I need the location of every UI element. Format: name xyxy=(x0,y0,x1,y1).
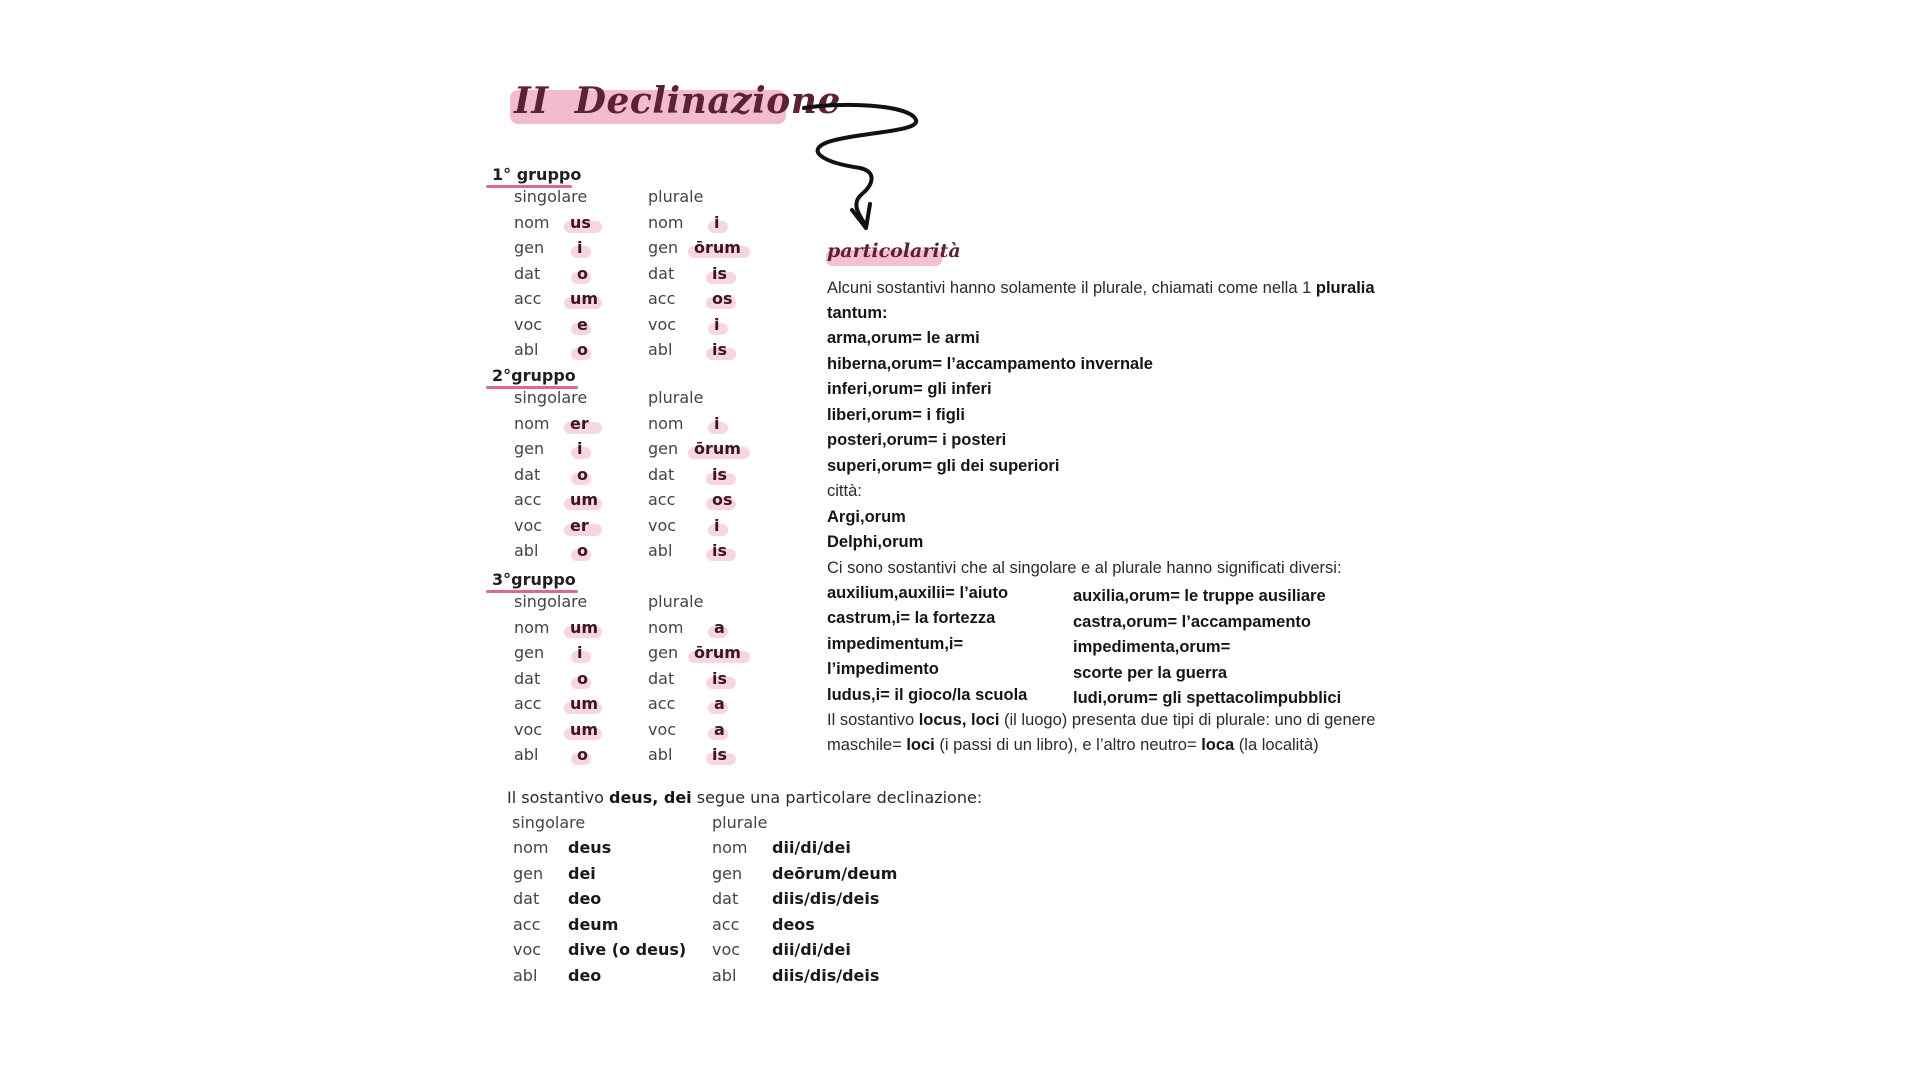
case-label: nom xyxy=(712,838,748,857)
pair-plural: auxilia,orum= le truppe ausiliare xyxy=(1073,587,1326,605)
case-label: nom xyxy=(514,413,550,433)
case-label: acc xyxy=(514,694,542,713)
case-label: dat xyxy=(648,263,675,283)
case-label: acc xyxy=(513,914,541,934)
locus-text: (il luogo) presenta due tipi di plurale: uno di genere xyxy=(999,711,1376,729)
pair-plural: impedimenta,orum= xyxy=(1073,638,1231,656)
case-label: voc xyxy=(514,314,543,334)
case-label: nom xyxy=(514,212,550,232)
singular-header: singolare xyxy=(514,388,588,407)
case-label: nom xyxy=(648,413,684,433)
pluralia-tantum-label: tantum: xyxy=(827,304,888,322)
case-label: dat xyxy=(648,464,675,484)
deus-singular-form: deo xyxy=(568,965,602,985)
locus-bold: locus, loci xyxy=(918,711,1000,729)
singular-header: singolare xyxy=(514,592,588,611)
case-label: acc xyxy=(648,694,676,713)
plural-ending: a xyxy=(714,719,725,739)
case-label: abl xyxy=(514,340,539,359)
plural-ending: i xyxy=(714,314,720,334)
singular-ending: i xyxy=(577,643,583,662)
group-title: 2°gruppo xyxy=(492,366,576,385)
citta-item: Argi,orum xyxy=(827,508,906,526)
deus-singular-form: deo xyxy=(568,889,602,908)
case-label: gen xyxy=(648,238,679,257)
locus-line-2 xyxy=(827,736,1319,755)
title-text xyxy=(514,80,841,122)
case-label: nom xyxy=(648,617,684,637)
pair-singular: l’impedimento xyxy=(827,660,939,678)
singular-ending: um xyxy=(570,617,599,637)
case-label: nom xyxy=(514,617,550,637)
deus-singular-form: dei xyxy=(568,863,596,883)
deus-plural-form: deos xyxy=(772,914,815,934)
locus-text: Il sostantivo xyxy=(827,711,919,729)
singular-header: singolare xyxy=(514,187,588,206)
case-label: nom xyxy=(513,838,549,857)
singular-ending: us xyxy=(570,212,591,232)
case-label: voc xyxy=(514,515,543,535)
plural-ending: is xyxy=(712,668,728,688)
case-label: gen xyxy=(648,643,679,662)
plural-ending: is xyxy=(712,464,728,484)
pair-plural: castra,orum= l’accampamento xyxy=(1073,613,1311,631)
plural-ending: is xyxy=(712,340,728,359)
case-label: dat xyxy=(648,668,675,688)
pluralia-item: inferi,orum= gli inferi xyxy=(827,380,992,398)
pluralia-item: arma,orum= le armi xyxy=(827,329,980,347)
pair-singular: auxilium,auxilii= l’aiuto xyxy=(827,584,1009,602)
locus-text: (la località) xyxy=(1234,736,1319,754)
group-title: 1° gruppo xyxy=(492,165,582,184)
intro-bold: pluralia xyxy=(1315,279,1375,297)
case-label: gen xyxy=(514,238,545,257)
squiggle-arrow-icon xyxy=(800,98,930,233)
singular-ending: o xyxy=(577,668,588,688)
pluralia-intro-line xyxy=(827,279,1375,298)
title-numeral: II xyxy=(514,80,549,122)
loci-bold: loci xyxy=(906,736,935,754)
diversi-intro: Ci sono sostantivi che al singolare e al plurale hanno significati diversi: xyxy=(827,559,1342,577)
singular-ending: o xyxy=(577,541,588,560)
intro-text: Alcuni sostantivi hanno solamente il plurale, chiamati come nella 1 xyxy=(827,279,1316,297)
plural-ending: os xyxy=(712,289,733,308)
deus-plural-form: diis/dis/deis xyxy=(772,965,880,985)
locus-line-1 xyxy=(827,711,1375,730)
singular-ending: e xyxy=(577,314,588,334)
case-label: abl xyxy=(648,340,673,359)
singular-ending: o xyxy=(577,745,588,764)
pluralia-item: superi,orum= gli dei superiori xyxy=(827,457,1060,475)
locus-text: (i passi di un libro), e l’altro neutro= xyxy=(934,736,1202,754)
case-label: voc xyxy=(648,719,677,739)
deus-plural-form: diis/dis/deis xyxy=(772,889,880,908)
singular-ending: i xyxy=(577,439,583,458)
plural-ending: i xyxy=(714,413,720,433)
case-label: acc xyxy=(648,289,676,308)
singular-ending: o xyxy=(577,263,588,283)
deus-singular-form: dive (o deus) xyxy=(568,940,687,959)
case-label: nom xyxy=(648,212,684,232)
locus-text: maschile= xyxy=(827,736,907,754)
case-label: voc xyxy=(514,719,543,739)
plural-ending: is xyxy=(712,263,728,283)
singular-ending: o xyxy=(577,340,588,359)
case-label: abl xyxy=(648,745,673,764)
plural-header: plurale xyxy=(648,592,704,611)
case-label: voc xyxy=(648,314,677,334)
deus-singular-header: singolare xyxy=(512,813,586,832)
title-word: Declinazione xyxy=(574,80,841,122)
plural-ending: os xyxy=(712,490,733,509)
case-label: gen xyxy=(648,439,679,458)
case-label: gen xyxy=(513,863,544,883)
plural-ending: i xyxy=(714,515,720,535)
case-label: gen xyxy=(712,863,743,883)
case-label: acc xyxy=(514,289,542,308)
deus-plural-form: dii/di/dei xyxy=(772,838,851,857)
deus-plural-header: plurale xyxy=(712,813,768,832)
case-label: voc xyxy=(648,515,677,535)
singular-ending: i xyxy=(577,238,583,257)
deus-intro-bold: deus, dei xyxy=(609,788,692,807)
case-label: acc xyxy=(648,490,676,509)
case-label: acc xyxy=(514,490,542,509)
case-label: abl xyxy=(513,965,538,985)
pair-singular: impedimentum,i= xyxy=(827,635,964,653)
deus-intro xyxy=(507,788,982,807)
singular-ending: er xyxy=(570,515,589,535)
group-title: 3°gruppo xyxy=(492,570,576,589)
singular-ending: o xyxy=(577,464,588,484)
pluralia-item: liberi,orum= i figli xyxy=(827,406,965,424)
pair-singular: ludus,i= il gioco/la scuola xyxy=(827,686,1028,704)
pluralia-item: hiberna,orum= l’accampamento invernale xyxy=(827,355,1153,373)
case-label: abl xyxy=(648,541,673,560)
citta-label: città: xyxy=(827,482,862,500)
case-label: voc xyxy=(712,940,741,959)
case-label: voc xyxy=(513,940,542,959)
deus-singular-form: deus xyxy=(568,838,612,857)
case-label: dat xyxy=(514,464,541,484)
deus-singular-form: deum xyxy=(568,914,619,934)
page-title xyxy=(508,80,841,128)
deus-plural-form: dii/di/dei xyxy=(772,940,851,959)
case-label: abl xyxy=(712,965,737,985)
plural-ending: is xyxy=(712,541,728,560)
case-label: dat xyxy=(514,668,541,688)
deus-plural-form: deōrum/deum xyxy=(772,863,898,883)
deus-intro-text: Il sostantivo xyxy=(507,788,609,807)
plural-header: plurale xyxy=(648,388,704,407)
case-label: abl xyxy=(514,541,539,560)
case-label: acc xyxy=(712,914,740,934)
plural-ending: a xyxy=(714,694,725,713)
plural-ending: ōrum xyxy=(694,643,741,662)
pair-singular: castrum,i= la fortezza xyxy=(827,609,996,627)
pair-plural: scorte per la guerra xyxy=(1073,664,1228,682)
plural-ending: is xyxy=(712,745,728,764)
singular-ending: um xyxy=(570,719,599,739)
singular-ending: er xyxy=(570,413,589,433)
particolarita-heading xyxy=(824,240,961,268)
plural-ending: ōrum xyxy=(694,439,741,458)
plural-header: plurale xyxy=(648,187,704,206)
case-label: abl xyxy=(514,745,539,764)
case-label: dat xyxy=(513,889,540,908)
plural-ending: a xyxy=(714,617,725,637)
plural-ending: i xyxy=(714,212,720,232)
singular-ending: um xyxy=(570,694,599,713)
case-label: gen xyxy=(514,643,545,662)
singular-ending: um xyxy=(570,490,599,509)
singular-ending: um xyxy=(570,289,599,308)
pair-plural: ludi,orum= gli spettacolimpubblici xyxy=(1073,689,1342,707)
deus-intro-text: segue una particolare declinazione: xyxy=(691,788,983,807)
case-label: dat xyxy=(514,263,541,283)
loca-bold: loca xyxy=(1201,736,1235,754)
citta-item: Delphi,orum xyxy=(827,533,924,551)
pluralia-item: posteri,orum= i posteri xyxy=(827,431,1007,449)
case-label: dat xyxy=(712,889,739,908)
plural-ending: ōrum xyxy=(694,238,741,257)
particolarita-label: particolarità xyxy=(827,240,961,262)
case-label: gen xyxy=(514,439,545,458)
